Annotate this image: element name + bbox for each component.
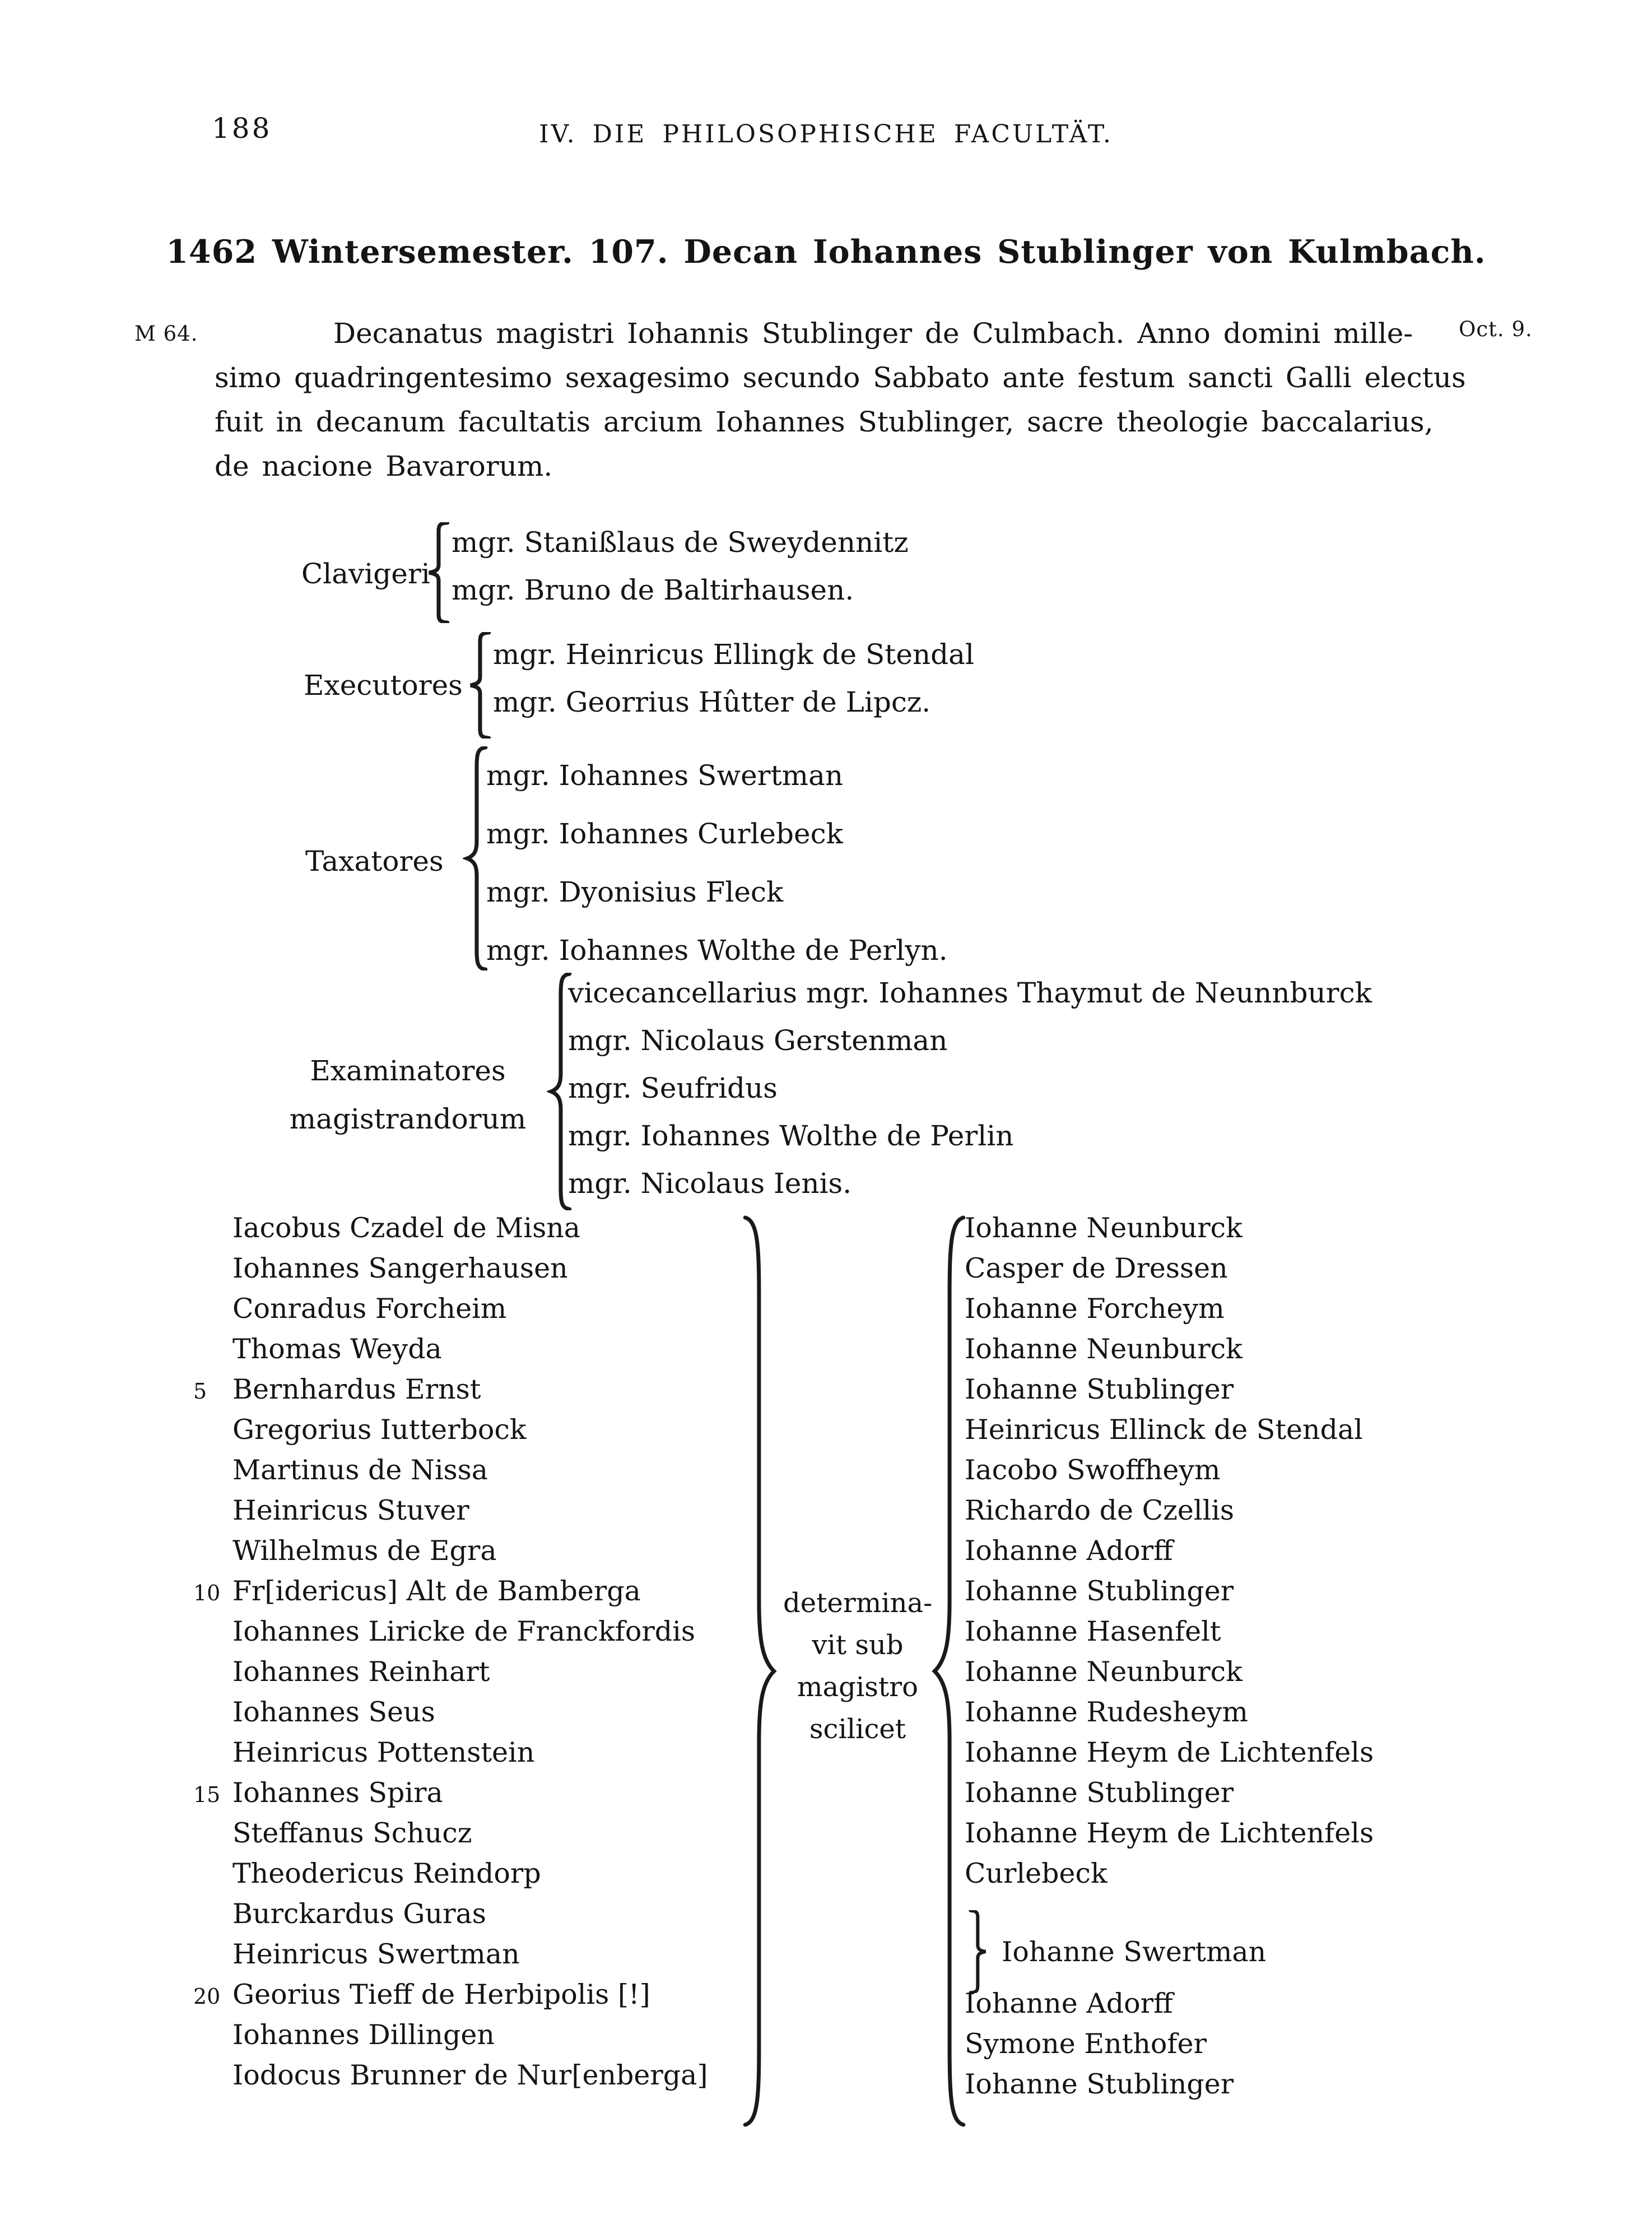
- student-name: Heinricus Stuver: [232, 1494, 469, 1526]
- student-name: Burckardus Guras: [232, 1898, 486, 1930]
- running-header: IV. DIE PHILOSOPHISCHE FACULTÄT.: [539, 120, 1113, 148]
- student-name: Fr[idericus] Alt de Bamberga: [232, 1575, 641, 1607]
- student-row: [193, 1329, 759, 1369]
- student-name: Gregorius Iutterbock: [232, 1414, 527, 1446]
- brace-masters-left: [928, 1213, 968, 2129]
- paragraph-line: de nacione Bavarorum.: [215, 450, 553, 482]
- official-name: vicecancellarius mgr. Iohannes Thaymut de Neunnburck: [568, 977, 1372, 1009]
- student-name: Conradus Forcheim: [232, 1293, 507, 1325]
- student-row: [193, 1692, 759, 1733]
- student-name: Georius Tieff de Herbipolis [!]: [232, 1979, 650, 2010]
- student-row: [193, 1208, 759, 1248]
- master-name: Richardo de Czellis: [965, 1494, 1235, 1526]
- paragraph-line: fuit in decanum facultatis arcium Iohannes Stublinger, sacre theologie baccalarius,: [215, 406, 1434, 438]
- section-title: 1462 Wintersemester. 107. Decan Iohannes Stublinger von Kulmbach.: [166, 233, 1486, 271]
- student-row: [193, 1773, 759, 1813]
- brace-executores: [466, 632, 492, 739]
- student-row: [193, 1612, 759, 1652]
- master-name: Iohanne Adorff: [965, 1535, 1173, 1567]
- official-name: mgr. Bruno de Baltirhausen.: [452, 574, 854, 606]
- brace-clavigeri: [425, 522, 450, 623]
- master-name: Iohanne Rudesheym: [965, 1696, 1248, 1728]
- student-row: [193, 1531, 759, 1571]
- group-label-line: Examinatores: [310, 1055, 506, 1087]
- student-name: Iohannes Spira: [232, 1777, 443, 1809]
- group-label-executores: Executores: [304, 669, 463, 702]
- official-name: mgr. Iohannes Wolthe de Perlyn.: [486, 934, 948, 967]
- group-items-examinatores: [568, 969, 1372, 1208]
- student-row: [193, 1369, 759, 1410]
- master-name: Iohanne Heym de Lichtenfels: [965, 1736, 1374, 1768]
- student-row: [193, 1934, 759, 1975]
- master-name: Casper de Dressen: [965, 1252, 1228, 1284]
- group-label-examinatores: [289, 1047, 527, 1143]
- group-items-executores: [493, 631, 974, 726]
- brace-students-right: [741, 1213, 781, 2129]
- connector-line: scilicet: [809, 1713, 906, 1745]
- student-row: [193, 1571, 759, 1612]
- group-label-taxatores: Taxatores: [305, 845, 444, 877]
- group-items-clavigeri: [452, 519, 909, 614]
- official-name: mgr. Iohannes Curlebeck: [486, 818, 843, 850]
- student-name: Martinus de Nissa: [232, 1454, 488, 1486]
- line-number: 5: [193, 1379, 207, 1404]
- student-row: [193, 2055, 759, 2096]
- student-row: [193, 1975, 759, 2015]
- official-name: mgr. Georrius Hûtter de Lipcz.: [493, 686, 931, 718]
- master-name: Iohanne Adorff: [965, 1987, 1173, 2019]
- master-name: Iohanne Hasenfelt: [965, 1615, 1221, 1647]
- masters-column-top: [965, 1208, 1609, 1894]
- group-label-line: magistrandorum: [289, 1103, 527, 1135]
- official-name: mgr. Stanißlaus de Sweydennitz: [452, 526, 909, 559]
- brace-shared-master: [968, 1910, 989, 1993]
- student-name: Iohannes Reinhart: [232, 1656, 490, 1688]
- master-name: Iohanne Stublinger: [965, 2068, 1234, 2100]
- line-number: 10: [193, 1581, 221, 1605]
- student-row: [193, 1894, 759, 1934]
- shared-master-entry: [968, 1910, 1266, 1994]
- student-row: [193, 1813, 759, 1854]
- connector-line: determina-: [783, 1587, 933, 1619]
- student-name: Iohannes Seus: [232, 1696, 435, 1728]
- decanatus-paragraph: [215, 312, 1466, 489]
- masters-column-bottom: [965, 1984, 1609, 2105]
- student-name: Thomas Weyda: [232, 1333, 442, 1365]
- group-items-taxatores: [486, 746, 948, 979]
- line-number: 20: [193, 1984, 221, 2009]
- student-name: Heinricus Pottenstein: [232, 1736, 535, 1768]
- student-name: Heinricus Swertman: [232, 1938, 520, 1970]
- official-name: mgr. Dyonisius Fleck: [486, 876, 784, 908]
- student-name: Iohannes Dillingen: [232, 2019, 495, 2051]
- brace-taxatores: [463, 746, 488, 970]
- student-name: Wilhelmus de Egra: [232, 1535, 497, 1567]
- master-name: Iohanne Stublinger: [965, 1575, 1234, 1607]
- master-name: Iohanne Swertman: [1002, 1935, 1267, 1968]
- student-row: [193, 1854, 759, 1894]
- master-name: Curlebeck: [965, 1858, 1107, 1889]
- master-name: Iohanne Forcheym: [965, 1293, 1225, 1325]
- student-name: Iodocus Brunner de Nur[enberga]: [232, 2059, 708, 2091]
- official-name: mgr. Iohannes Wolthe de Perlin: [568, 1120, 1014, 1152]
- official-name: mgr. Nicolaus Ienis.: [568, 1167, 852, 1200]
- official-name: mgr. Heinricus Ellingk de Stendal: [493, 638, 974, 671]
- margin-note-date: Oct. 9.: [1459, 317, 1533, 341]
- student-row: [193, 1652, 759, 1692]
- determinavit-connector: [783, 1582, 932, 1750]
- student-row: [193, 1248, 759, 1289]
- student-name: Iacobus Czadel de Misna: [232, 1212, 580, 1244]
- margin-note-manuscript-ref: M 64.: [134, 322, 198, 346]
- student-row: [193, 1410, 759, 1450]
- student-name: Steffanus Schucz: [232, 1817, 472, 1849]
- student-name: Iohannes Sangerhausen: [232, 1252, 568, 1284]
- student-row: [193, 1490, 759, 1531]
- master-name: Iohanne Stublinger: [965, 1777, 1234, 1809]
- master-name: Symone Enthofer: [965, 2028, 1207, 2060]
- master-name: Iohanne Neunburck: [965, 1656, 1243, 1688]
- student-name: Theodericus Reindorp: [232, 1858, 541, 1889]
- student-name: Bernhardus Ernst: [232, 1373, 481, 1405]
- student-row: [193, 2015, 759, 2055]
- connector-line: magistro: [797, 1671, 918, 1703]
- page-number: 188: [212, 112, 272, 145]
- master-name: Iacobo Swoffheym: [965, 1454, 1221, 1486]
- official-name: mgr. Seufridus: [568, 1072, 778, 1104]
- group-label-clavigeri: Clavigeri: [301, 558, 430, 590]
- master-name: Iohanne Heym de Lichtenfels: [965, 1817, 1374, 1849]
- student-row: [193, 1733, 759, 1773]
- paragraph-line: Decanatus magistri Iohannis Stublinger de Culmbach. Anno domini mille-: [333, 317, 1413, 350]
- paragraph-line: simo quadringentesimo sexagesimo secundo Sabbato ante festum sancti Galli electus: [215, 361, 1466, 394]
- students-column: [193, 1208, 759, 2096]
- student-row: [193, 1450, 759, 1490]
- official-name: mgr. Nicolaus Gerstenman: [568, 1024, 948, 1057]
- connector-line: vit sub: [812, 1629, 904, 1661]
- official-name: mgr. Iohannes Swertman: [486, 759, 844, 792]
- master-name: Iohanne Stublinger: [965, 1373, 1234, 1405]
- master-name: Iohanne Neunburck: [965, 1212, 1243, 1244]
- student-name: Iohannes Liricke de Franckfordis: [232, 1615, 695, 1647]
- master-name: Heinricus Ellinck de Stendal: [965, 1414, 1363, 1446]
- student-row: [193, 1289, 759, 1329]
- master-name: Iohanne Neunburck: [965, 1333, 1243, 1365]
- line-number: 15: [193, 1782, 221, 1807]
